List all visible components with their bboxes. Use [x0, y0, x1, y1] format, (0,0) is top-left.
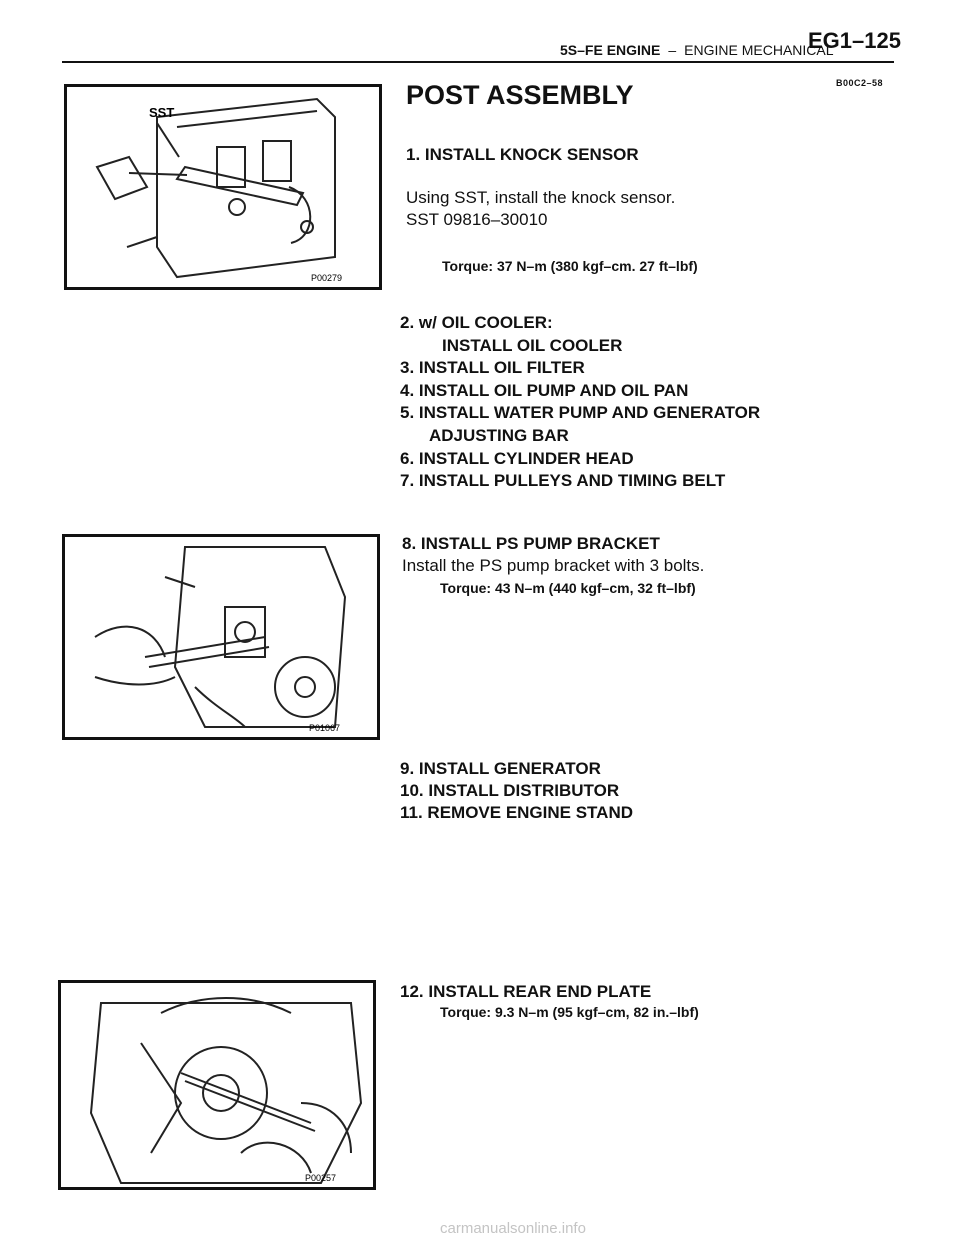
watermark: carmanualsonline.info — [440, 1220, 586, 1237]
header-rule — [62, 61, 894, 63]
list-item: 2. w/ OIL COOLER: — [400, 313, 553, 332]
figure-code: P01067 — [309, 723, 341, 733]
list-item: 6. INSTALL CYLINDER HEAD — [400, 448, 634, 468]
step-12-heading: 12. INSTALL REAR END PLATE — [400, 982, 652, 1001]
step-1-heading: 1. INSTALL KNOCK SENSOR — [406, 145, 639, 164]
list-item: 3. INSTALL OIL FILTER — [400, 358, 585, 378]
list-item: ADJUSTING BAR — [429, 425, 569, 445]
list-item: INSTALL OIL COOLER — [442, 335, 623, 355]
page-title: POST ASSEMBLY — [406, 80, 634, 110]
step-1-instruction: Using SST, install the knock sensor. — [406, 188, 676, 207]
rear-plate-illustration — [61, 983, 373, 1187]
figure-knock-sensor — [64, 84, 382, 290]
step-12-torque: Torque: 9.3 N–m (95 kgf–cm, 82 in.–lbf) — [440, 1004, 699, 1020]
step-8-instruction: Install the PS pump bracket with 3 bolts. — [402, 556, 705, 575]
page-code: B00C2–58 — [836, 78, 884, 88]
step-8-heading: 8. INSTALL PS PUMP BRACKET — [402, 534, 660, 553]
steps-9-11 — [400, 758, 633, 824]
knock-sensor-illustration — [67, 87, 379, 287]
step-1-torque: Torque: 37 N–m (380 kgf–cm. 27 ft–lbf) — [442, 258, 698, 274]
step-8-torque: Torque: 43 N–m (440 kgf–cm, 32 ft–lbf) — [440, 580, 696, 596]
list-item: 4. INSTALL OIL PUMP AND OIL PAN — [400, 380, 689, 400]
figure-label-sst: SST — [149, 105, 175, 120]
list-item: 10. INSTALL DISTRIBUTOR — [400, 781, 620, 800]
list-item: 11. REMOVE ENGINE STAND — [400, 803, 634, 822]
step-1-sst: SST 09816–30010 — [406, 210, 548, 229]
steps-2-7 — [400, 312, 760, 493]
figure-code: P00279 — [311, 273, 343, 283]
running-header — [560, 42, 834, 58]
list-item: 5. INSTALL WATER PUMP AND GENERATOR — [400, 403, 761, 423]
list-item: 9. INSTALL GENERATOR — [400, 759, 601, 778]
header-chapter: ENGINE MECHANICAL — [684, 42, 834, 58]
header-separator: – — [668, 42, 677, 58]
figure-code: P00257 — [305, 1173, 337, 1183]
page-number: EG1–125 — [808, 28, 901, 53]
figure-rear-end-plate — [58, 980, 376, 1190]
header-section: 5S–FE ENGINE — [560, 42, 661, 58]
list-item: 7. INSTALL PULLEYS AND TIMING BELT — [400, 471, 726, 491]
ps-bracket-illustration — [65, 537, 377, 737]
figure-ps-pump-bracket — [62, 534, 380, 740]
